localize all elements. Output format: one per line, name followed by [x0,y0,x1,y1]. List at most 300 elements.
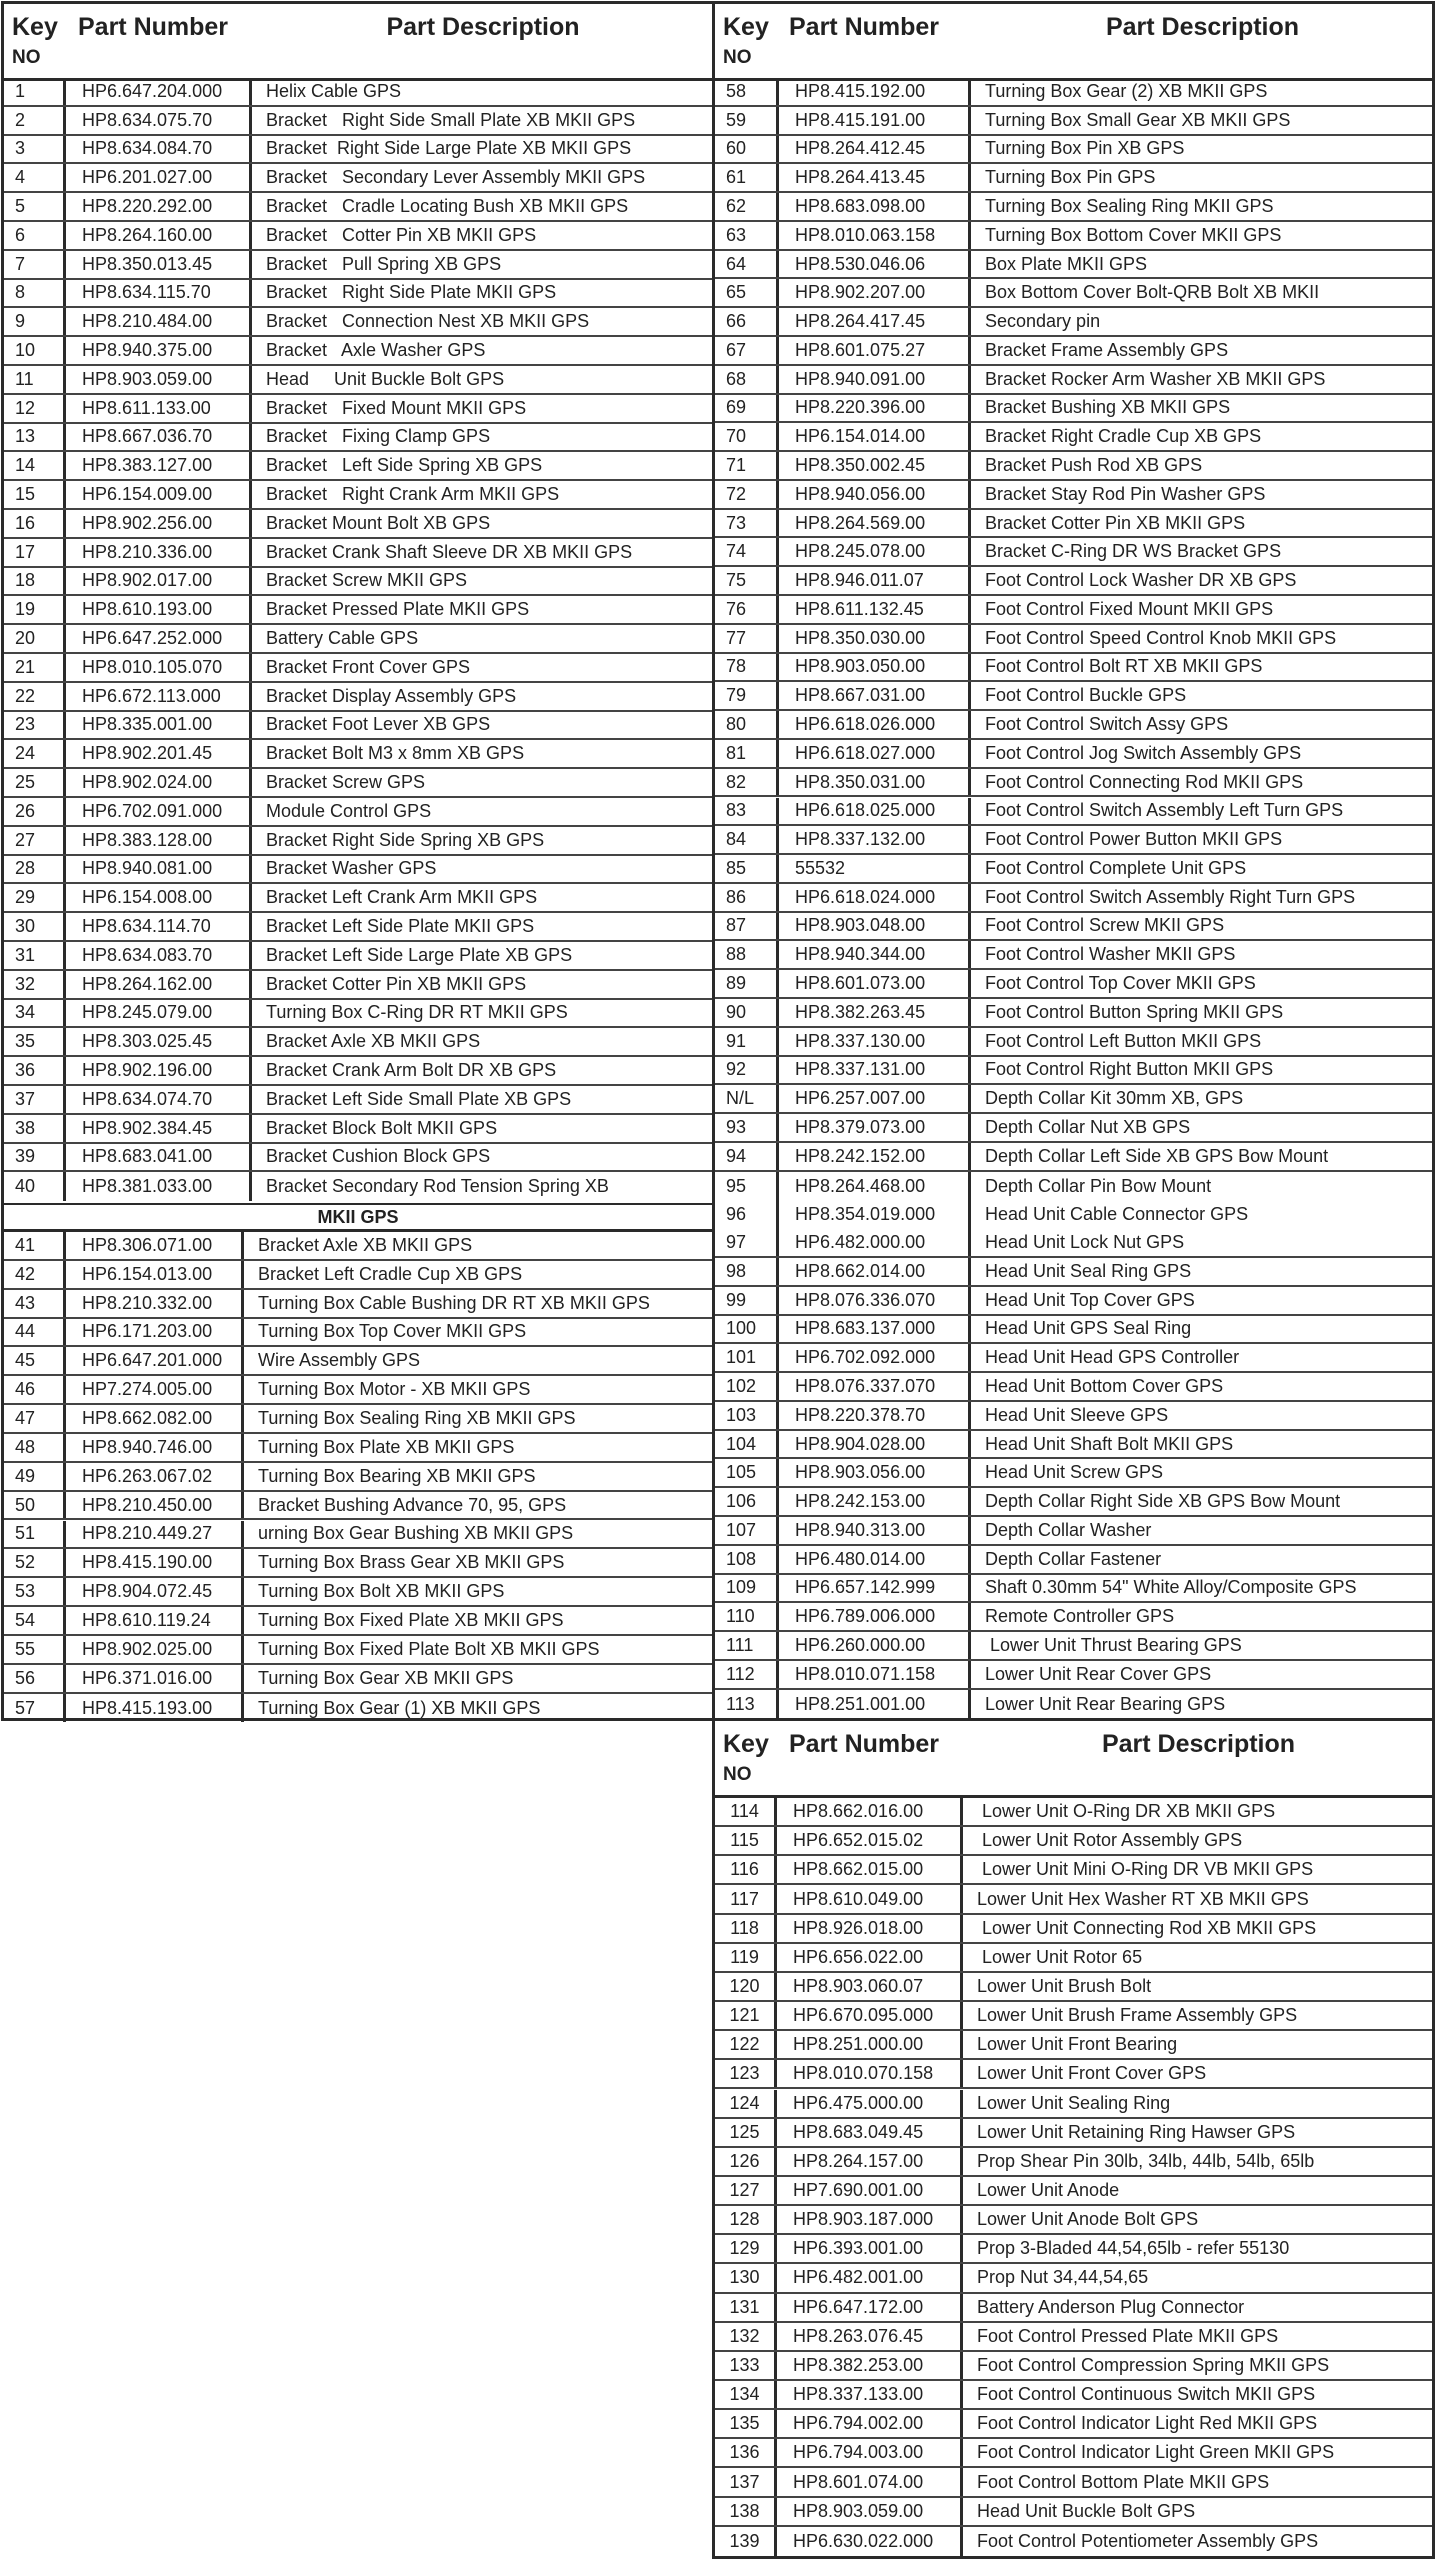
key-no-cell: 71 [715,452,779,479]
part-description-cell: Lower Unit Front Cover GPS [977,2063,1207,2084]
key-no-cell: 88 [715,941,779,968]
part-description-cell: Bracket Axle XB MKII GPS [258,1234,473,1255]
header-key: Key [723,1730,769,1758]
part-description-cell: Turning Box Gear XB MKII GPS [258,1667,514,1688]
table-row [4,1086,712,1115]
part-description-cell: Battery Anderson Plug Connector [977,2296,1245,2317]
header-part-description: Part Description [1105,13,1300,41]
key-no-cell: 111 [715,1632,779,1659]
part-number-cell: HP7.690.001.00 [777,2177,963,2204]
key-no-cell: 23 [4,712,66,739]
table-row [715,1632,1432,1661]
part-description-cell: Foot Control Complete Unit GPS [985,857,1247,878]
table-row [715,2031,1432,2060]
part-description-cell: Bracket Right Side Plate MKII GPS [266,282,557,303]
key-no-cell: 35 [4,1028,66,1055]
part-number-cell: HP6.647.252.000 [66,625,252,652]
header-no: NO [723,47,752,68]
part-description-cell: Foot Control Pressed Plate MKII GPS [977,2325,1279,2346]
table-row [4,136,712,165]
table-row [4,1057,712,1086]
table-row [715,1973,1432,2002]
part-description-cell: Bracket Screw GPS [266,772,426,793]
header-no: NO [12,47,41,68]
part-description-cell: Bracket Axle XB MKII GPS [266,1031,481,1052]
part-description-cell: Foot Control Buckle GPS [985,685,1187,706]
table-row [4,884,712,913]
part-number-cell: HP6.702.091.000 [66,798,252,825]
part-description-cell: Lower Unit Rotor Assembly GPS [977,1830,1243,1851]
table-row [4,251,712,280]
part-description-cell: Foot Control Switch Assembly Left Turn GPS [985,800,1344,821]
part-number-cell: HP8.337.132.00 [779,826,971,853]
part-number-cell: HP8.350.030.00 [779,625,971,652]
part-description-cell: Head Unit GPS Seal Ring [985,1318,1192,1339]
part-description-cell: Bracket Right Crank Arm MKII GPS [266,484,560,505]
part-description-cell: Bracket Crank Arm Bolt DR XB GPS [266,1060,557,1081]
part-number-cell: HP8.610.193.00 [66,596,252,623]
part-description-cell: Bracket Bolt M3 x 8mm XB GPS [266,743,525,764]
part-description-cell: Lower Unit O-Ring DR XB MKII GPS [977,1801,1276,1822]
table-row [4,395,712,424]
part-number-cell: HP8.264.162.00 [66,971,252,998]
part-description-cell: Head Unit Shaft Bolt MKII GPS [985,1433,1234,1454]
key-no-cell: 68 [715,366,779,393]
part-description-cell: Lower Unit Rotor 65 [977,1946,1143,1967]
header-no: NO [723,1764,752,1785]
key-no-cell: 90 [715,999,779,1026]
table-row [4,510,712,539]
table-row [715,1143,1432,1172]
part-description-cell: Foot Control Left Button MKII GPS [985,1030,1262,1051]
part-number-cell: HP8.903.048.00 [779,913,971,940]
part-number-cell: HP8.210.449.27 [66,1521,244,1548]
part-description-cell: Depth Collar Fastener [985,1548,1162,1569]
header-part-number: Part Number [78,13,229,41]
key-no-cell: 96 [715,1200,779,1229]
part-description-cell: Foot Control Bottom Plate MKII GPS [977,2471,1270,2492]
key-no-cell: 57 [4,1694,66,1723]
part-description-cell: Foot Control Switch Assembly Right Turn GPS [985,886,1356,907]
key-no-cell: 44 [4,1319,66,1346]
key-no-cell: 89 [715,970,779,997]
part-number-cell: HP8.601.074.00 [777,2468,963,2495]
part-description-cell: Head Unit Buckle Bolt GPS [266,368,505,389]
part-number-cell: HP8.902.025.00 [66,1636,244,1663]
part-number-cell: HP8.306.071.00 [66,1232,244,1259]
key-no-cell: 131 [715,2294,777,2321]
part-number-cell: 55532 [779,855,971,882]
part-description-cell: Bracket Connection Nest XB MKII GPS [266,311,590,332]
part-description-cell: Depth Collar Left Side XB GPS Bow Mount [985,1145,1329,1166]
table-row [715,1459,1432,1488]
part-number-cell: HP6.794.003.00 [777,2439,963,2466]
table-row [4,712,712,741]
part-description-cell: Head Unit Lock Nut GPS [985,1232,1185,1253]
table-row [715,2235,1432,2264]
table-row [715,1827,1432,1856]
key-no-cell: 1 [4,78,66,105]
key-no-cell: 2 [4,107,66,134]
key-no-cell: 115 [715,1827,777,1854]
key-no-cell: 18 [4,568,66,595]
part-description-cell: Lower Unit Mini O-Ring DR VB MKII GPS [977,1859,1314,1880]
key-no-cell: 3 [4,136,66,163]
part-number-cell: HP8.902.017.00 [66,568,252,595]
part-number-cell: HP8.383.128.00 [66,827,252,854]
part-description-cell: Lower Unit Connecting Rod XB MKII GPS [977,1917,1317,1938]
key-no-cell: 117 [715,1885,777,1912]
key-no-cell: 4 [4,164,66,191]
table-row [4,740,712,769]
table-row [4,827,712,856]
part-description-cell: Head Unit Cable Connector GPS [985,1204,1249,1225]
part-description-cell: Bracket Cotter Pin XB MKII GPS [266,224,537,245]
part-number-cell: HP8.634.075.70 [66,107,252,134]
key-no-cell: 100 [715,1316,779,1343]
part-number-cell: HP8.940.056.00 [779,481,971,508]
part-number-cell: HP8.076.337.070 [779,1373,971,1400]
key-no-cell: 34 [4,1000,66,1027]
part-description-cell: Secondary pin [985,311,1101,332]
table-row [715,1856,1432,1885]
part-number-cell: HP6.263.067.02 [66,1463,244,1490]
key-no-cell: 64 [715,251,779,278]
table-row [715,1798,1432,1827]
table-row [4,1665,712,1694]
table-row [715,2060,1432,2089]
part-number-cell: HP6.647.172.00 [777,2294,963,2321]
part-description-cell: Bracket Secondary Lever Assembly MKII GPS [266,167,646,188]
part-description-cell: Bracket Rocker Arm Washer XB MKII GPS [985,368,1326,389]
part-number-cell: HP8.354.019.000 [779,1200,971,1229]
part-number-cell: HP8.530.046.06 [779,251,971,278]
part-description-cell: Box Bottom Cover Bolt-QRB Bolt XB MKII [985,282,1320,303]
part-number-cell: HP6.393.001.00 [777,2235,963,2262]
part-number-cell: HP8.220.292.00 [66,193,252,220]
table-row [4,164,712,193]
key-no-cell: 67 [715,337,779,364]
part-description-cell: Foot Control Right Button MKII GPS [985,1059,1274,1080]
table-row [715,2090,1432,2119]
part-number-cell: HP8.264.417.45 [779,308,971,335]
part-number-cell: HP8.415.193.00 [66,1694,244,1723]
part-description-cell: Bracket Right Side Large Plate XB MKII GPS [266,138,632,159]
key-no-cell: 134 [715,2381,777,2408]
key-no-cell: 86 [715,884,779,911]
table-row [715,1200,1432,1229]
key-no-cell: 127 [715,2177,777,2204]
part-description-cell: Prop Nut 34,44,54,65 [977,2267,1149,2288]
table-row [715,798,1432,827]
part-number-cell: HP8.903.059.00 [777,2498,963,2525]
key-no-cell: 52 [4,1549,66,1576]
table-row [4,481,712,510]
key-no-cell: 40 [4,1172,66,1201]
part-number-cell: HP8.940.313.00 [779,1517,971,1544]
table-row [4,222,712,251]
part-description-cell: Lower Unit Rear Cover GPS [985,1663,1212,1684]
table-row [715,193,1432,222]
table-row [715,136,1432,165]
part-number-cell: HP8.264.412.45 [779,136,971,163]
part-description-cell: Head Unit Head GPS Controller [985,1347,1240,1368]
key-no-cell: N/L [715,1085,779,1112]
table-row [715,1661,1432,1690]
key-no-cell: 133 [715,2352,777,2379]
part-number-cell: HP8.902.201.45 [66,740,252,767]
table-row [715,769,1432,798]
part-number-cell: HP6.618.024.000 [779,884,971,911]
table-row [715,1172,1432,1201]
part-description-cell: Foot Control Power Button MKII GPS [985,829,1283,850]
part-number-cell: HP8.335.001.00 [66,712,252,739]
part-number-cell: HP8.210.336.00 [66,539,252,566]
table-row [4,78,712,107]
part-number-cell: HP8.010.070.158 [777,2060,963,2087]
key-no-cell: 113 [715,1690,779,1719]
part-number-cell: HP8.662.014.00 [779,1258,971,1285]
part-description-cell: Lower Unit Rear Bearing GPS [985,1693,1226,1714]
part-description-cell: Bracket Left Side Plate MKII GPS [266,916,535,937]
part-description-cell: Battery Cable GPS [266,628,419,649]
table-row [4,1492,712,1521]
part-number-cell: HP8.903.050.00 [779,654,971,681]
part-description-cell: Bracket Pull Spring XB GPS [266,253,502,274]
part-description-cell: Bracket Foot Lever XB GPS [266,714,491,735]
table-row [4,683,712,712]
table-row [4,539,712,568]
key-no-cell: 112 [715,1661,779,1688]
table-row [4,1376,712,1405]
part-number-cell: HP8.634.084.70 [66,136,252,163]
table-row [715,308,1432,337]
part-number-cell: HP8.634.114.70 [66,913,252,940]
table-row [715,107,1432,136]
part-description-cell: Prop Shear Pin 30lb, 34lb, 44lb, 54lb, 65lb [977,2150,1315,2171]
table-row [4,856,712,885]
part-number-cell: HP8.337.133.00 [777,2381,963,2408]
part-description-cell: Bracket Fixed Mount MKII GPS [266,397,527,418]
part-number-cell: HP8.379.073.00 [779,1114,971,1141]
table-row [715,2002,1432,2031]
part-description-cell: Head Unit Screw GPS [985,1462,1164,1483]
key-no-cell: 47 [4,1405,66,1432]
table-row [4,798,712,827]
part-number-cell: HP6.647.204.000 [66,78,252,105]
table-row [4,654,712,683]
part-description-cell: Turning Box Pin GPS [985,167,1156,188]
table-row [715,1057,1432,1086]
key-no-cell: 9 [4,308,66,335]
part-description-cell: Turning Box Small Gear XB MKII GPS [985,109,1291,130]
key-no-cell: 104 [715,1431,779,1458]
part-description-cell: Bracket Front Cover GPS [266,656,471,677]
key-no-cell: 17 [4,539,66,566]
key-no-cell: 39 [4,1144,66,1171]
key-no-cell: 102 [715,1373,779,1400]
parts-table-right [712,1,1435,1721]
part-number-cell: HP8.415.190.00 [66,1549,244,1576]
key-no-cell: 5 [4,193,66,220]
key-no-cell: 41 [4,1232,66,1259]
key-no-cell: 94 [715,1143,779,1170]
part-description-cell: Head Unit Buckle Bolt GPS [977,2500,1196,2521]
part-number-cell: HP8.667.036.70 [66,424,252,451]
part-description-cell: Turning Box Bottom Cover MKII GPS [985,224,1282,245]
part-number-cell: HP8.940.375.00 [66,337,252,364]
table-row [4,971,712,1000]
part-description-cell: Foot Control Jog Switch Assembly GPS [985,742,1302,763]
key-no-cell: 110 [715,1603,779,1630]
part-number-cell: HP8.902.207.00 [779,279,971,306]
table-row [715,596,1432,625]
part-number-cell: HP8.251.001.00 [779,1690,971,1719]
part-number-cell: HP8.337.131.00 [779,1057,971,1084]
table-row [715,2119,1432,2148]
part-number-cell: HP7.274.005.00 [66,1376,244,1403]
part-number-cell: HP8.940.344.00 [779,941,971,968]
part-description-cell: Box Plate MKII GPS [985,253,1148,274]
header-key: Key [723,13,769,41]
part-number-cell: HP8.903.187.000 [777,2206,963,2233]
part-number-cell: HP8.263.076.45 [777,2323,963,2350]
part-description-cell: Bracket Stay Rod Pin Washer GPS [985,483,1266,504]
key-no-cell: 12 [4,395,66,422]
part-description-cell: Turning Box Pin XB GPS [985,138,1185,159]
table-row [715,2439,1432,2468]
key-no-cell: 121 [715,2002,777,2029]
part-number-cell: HP8.264.413.45 [779,164,971,191]
part-description-cell: Bracket Axle Washer GPS [266,340,486,361]
part-description-cell: Lower Unit Brush Frame Assembly GPS [977,2005,1298,2026]
part-number-cell: HP8.903.059.00 [66,366,252,393]
key-no-cell: 11 [4,366,66,393]
part-number-cell: HP6.257.007.00 [779,1085,971,1112]
part-description-cell: Head Unit Sleeve GPS [985,1404,1169,1425]
parts-table-left [1,1,715,1721]
table-row [715,1690,1432,1719]
part-number-cell: HP6.656.022.00 [777,1944,963,1971]
key-no-cell: 10 [4,337,66,364]
key-no-cell: 77 [715,625,779,652]
key-no-cell: 73 [715,510,779,537]
part-number-cell: HP8.382.253.00 [777,2352,963,2379]
part-number-cell: HP8.940.081.00 [66,856,252,883]
part-description-cell: Lower Unit Front Bearing [977,2034,1178,2055]
table-row [4,1636,712,1665]
table-row [715,941,1432,970]
table-row [715,826,1432,855]
part-description-cell: Lower Unit Brush Bolt [977,1975,1152,1996]
table-row [715,2410,1432,2439]
key-no-cell: 126 [715,2148,777,2175]
part-number-cell: HP8.601.073.00 [779,970,971,997]
table-row [4,1607,712,1636]
table-row [715,1517,1432,1546]
table-row [4,625,712,654]
section-continuation-row [4,1203,712,1232]
table-row [715,654,1432,683]
part-description-cell: Bracket Crank Shaft Sleeve DR XB MKII GPS [266,541,633,562]
part-description-cell: Bracket Cotter Pin XB MKII GPS [266,973,527,994]
table-header [4,4,712,81]
part-description-cell: Bracket Right Side Spring XB GPS [266,829,545,850]
table-row [715,2352,1432,2381]
part-number-cell: HP8.264.468.00 [779,1172,971,1201]
part-number-cell: HP8.303.025.45 [66,1028,252,1055]
part-number-cell: HP6.201.027.00 [66,164,252,191]
key-no-cell: 69 [715,395,779,422]
key-no-cell: 25 [4,769,66,796]
part-description-cell: Bracket Left Side Spring XB GPS [266,455,543,476]
part-description-cell: Bracket Left Side Small Plate XB GPS [266,1088,572,1109]
key-no-cell: 93 [715,1114,779,1141]
part-number-cell: HP8.415.191.00 [779,107,971,134]
part-description-cell: Bracket Screw MKII GPS [266,570,468,591]
part-number-cell: HP8.610.119.24 [66,1607,244,1634]
part-number-cell: HP6.371.016.00 [66,1665,244,1692]
header-key: Key [12,13,58,41]
parts-table-bottom [712,1718,1435,2559]
part-number-cell: HP8.611.132.45 [779,596,971,623]
key-no-cell: 37 [4,1086,66,1113]
key-no-cell: 53 [4,1578,66,1605]
part-description-cell: Foot Control Screw MKII GPS [985,915,1225,936]
key-no-cell: 51 [4,1521,66,1548]
part-number-cell: HP8.210.332.00 [66,1290,244,1317]
table-row [715,481,1432,510]
part-number-cell: HP8.634.083.70 [66,942,252,969]
key-no-cell: 30 [4,913,66,940]
key-no-cell: 15 [4,481,66,508]
table-row [715,1915,1432,1944]
part-number-cell: HP6.702.092.000 [779,1344,971,1371]
part-number-cell: HP6.154.008.00 [66,884,252,911]
table-row [4,568,712,597]
part-description-cell: Turning Box Plate XB MKII GPS [258,1436,515,1457]
key-no-cell: 129 [715,2235,777,2262]
part-number-cell: HP8.382.263.45 [779,999,971,1026]
part-description-cell: Wire Assembly GPS [258,1350,421,1371]
table-row [715,1316,1432,1345]
section-label: MKII GPS [317,1206,399,1227]
part-description-cell: Bracket Fixing Clamp GPS [266,426,491,447]
part-description-cell: Turning Box Bearing XB MKII GPS [258,1465,536,1486]
part-number-cell: HP6.630.022.000 [777,2527,963,2556]
table-row [4,1549,712,1578]
table-header [715,4,1432,81]
key-no-cell: 58 [715,78,779,105]
part-number-cell: HP8.220.396.00 [779,395,971,422]
part-description-cell: Bracket Bushing Advance 70, 95, GPS [258,1494,567,1515]
table-row [715,1431,1432,1460]
part-description-cell: Bracket Left Crank Arm MKII GPS [266,887,538,908]
part-description-cell: Lower Unit Retaining Ring Hawser GPS [977,2121,1296,2142]
table-row [715,711,1432,740]
key-no-cell: 66 [715,308,779,335]
part-description-cell: Depth Collar Pin Bow Mount [985,1175,1212,1196]
part-description-cell: Depth Collar Nut XB GPS [985,1116,1191,1137]
part-description-cell: Bracket Mount Bolt XB GPS [266,512,491,533]
table-row [715,625,1432,654]
key-no-cell: 63 [715,222,779,249]
table-row [4,1172,712,1201]
part-description-cell: Turning Box Fixed Plate Bolt XB MKII GPS [258,1638,600,1659]
table-row [4,913,712,942]
key-no-cell: 27 [4,827,66,854]
part-description-cell: Prop 3-Bladed 44,54,65lb - refer 55130 [977,2238,1290,2259]
